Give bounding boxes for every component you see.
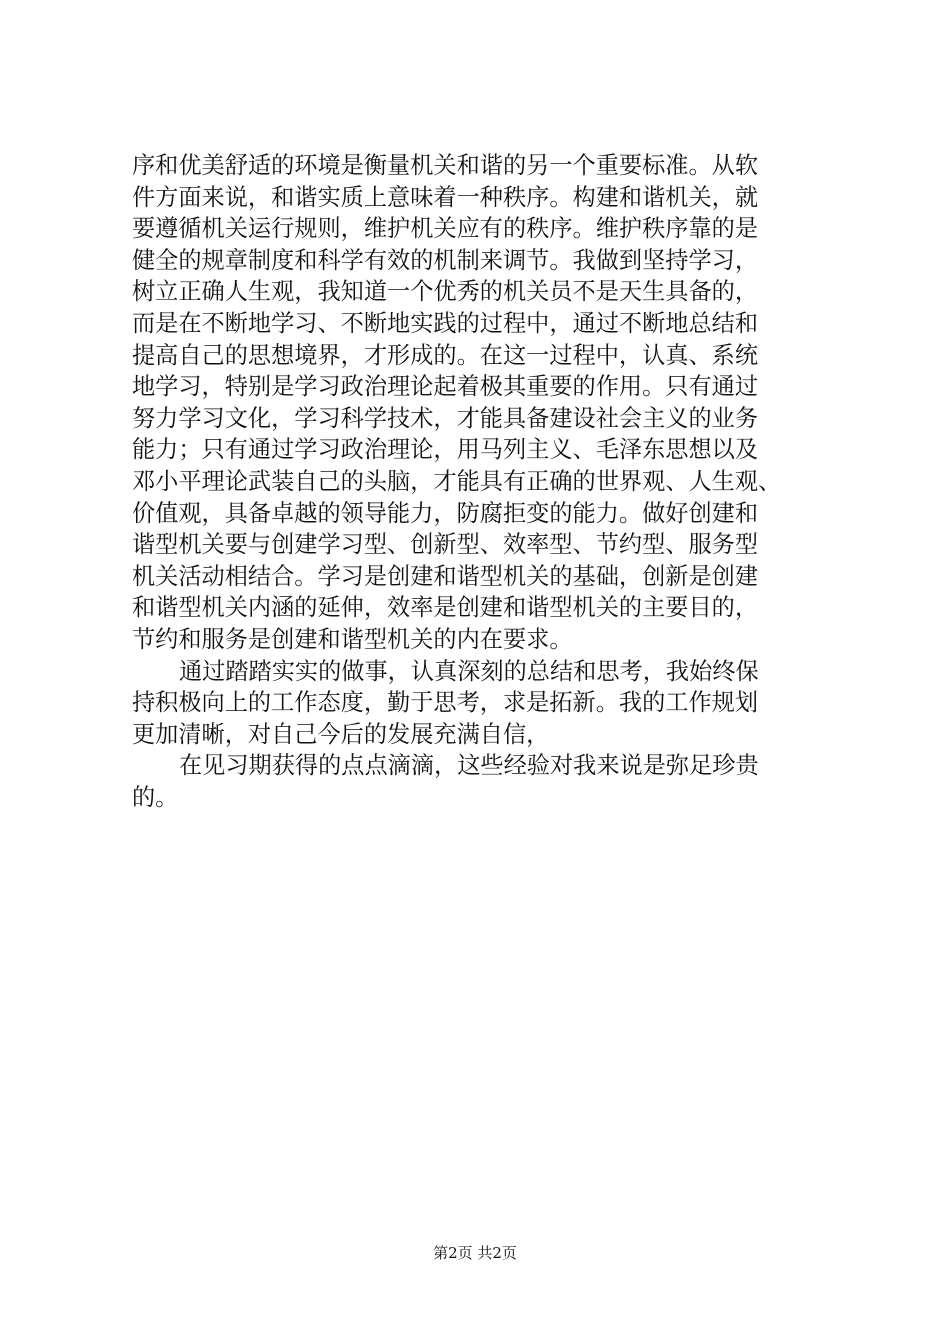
text-line: 地学习，特别是学习政治理论起着极其重要的作用。只有通过 <box>132 373 759 401</box>
text-line: 件方面来说，和谐实质上意味着一种秩序。构建和谐机关，就 <box>132 183 759 211</box>
text-line: 机关活动相结合。学习是创建和谐型机关的基础，创新是创建 <box>132 562 759 590</box>
paragraph-start-line: 通过踏踏实实的做事，认真深刻的总结和思考，我始终保 <box>179 657 759 685</box>
page-footer <box>0 1243 950 1263</box>
text-line: 价值观，具备卓越的领导能力，防腐拒变的能力。做好创建和 <box>132 499 759 527</box>
text-line: 持积极向上的工作态度，勤于思考，求是拓新。我的工作规划 <box>132 689 759 717</box>
text-line: 谐型机关要与创建学习型、创新型、效率型、节约型、服务型 <box>132 531 759 559</box>
text-line: 要遵循机关运行规则，维护机关应有的秩序。维护秩序靠的是 <box>132 215 759 243</box>
body-text <box>132 150 844 813</box>
text-line: 健全的规章制度和科学有效的机制来调节。我做到坚持学习， <box>132 246 759 274</box>
text-line: 节约和服务是创建和谐型机关的内在要求。 <box>132 625 573 653</box>
text-line: 序和优美舒适的环境是衡量机关和谐的另一个重要标准。从软 <box>132 152 759 179</box>
text-line: 邓小平理论武装自己的头脑，才能具有正确的世界观、人生观、 <box>132 467 782 495</box>
text-line: 能力；只有通过学习政治理论，用马列主义、毛泽东思想以及 <box>132 436 759 464</box>
paragraph-start-line: 在见习期获得的点点滴滴，这些经验对我来说是弥足珍贵 <box>179 752 759 780</box>
text-line: 的。 <box>132 783 179 811</box>
text-line: 和谐型机关内涵的延伸，效率是创建和谐型机关的主要目的， <box>132 594 759 622</box>
text-line: 提高自己的思想境界，才形成的。在这一过程中，认真、系统 <box>132 341 759 369</box>
text-line: 而是在不断地学习、不断地实践的过程中，通过不断地总结和 <box>132 309 759 337</box>
text-line: 树立正确人生观，我知道一个优秀的机关员不是天生具备的， <box>132 278 759 306</box>
text-line: 努力学习文化，学习科学技术，才能具备建设社会主义的业务 <box>132 404 759 432</box>
text-line: 更加清晰，对自己今后的发展充满自信， <box>132 720 550 748</box>
page-number: 第2页 共2页 <box>433 1244 517 1262</box>
